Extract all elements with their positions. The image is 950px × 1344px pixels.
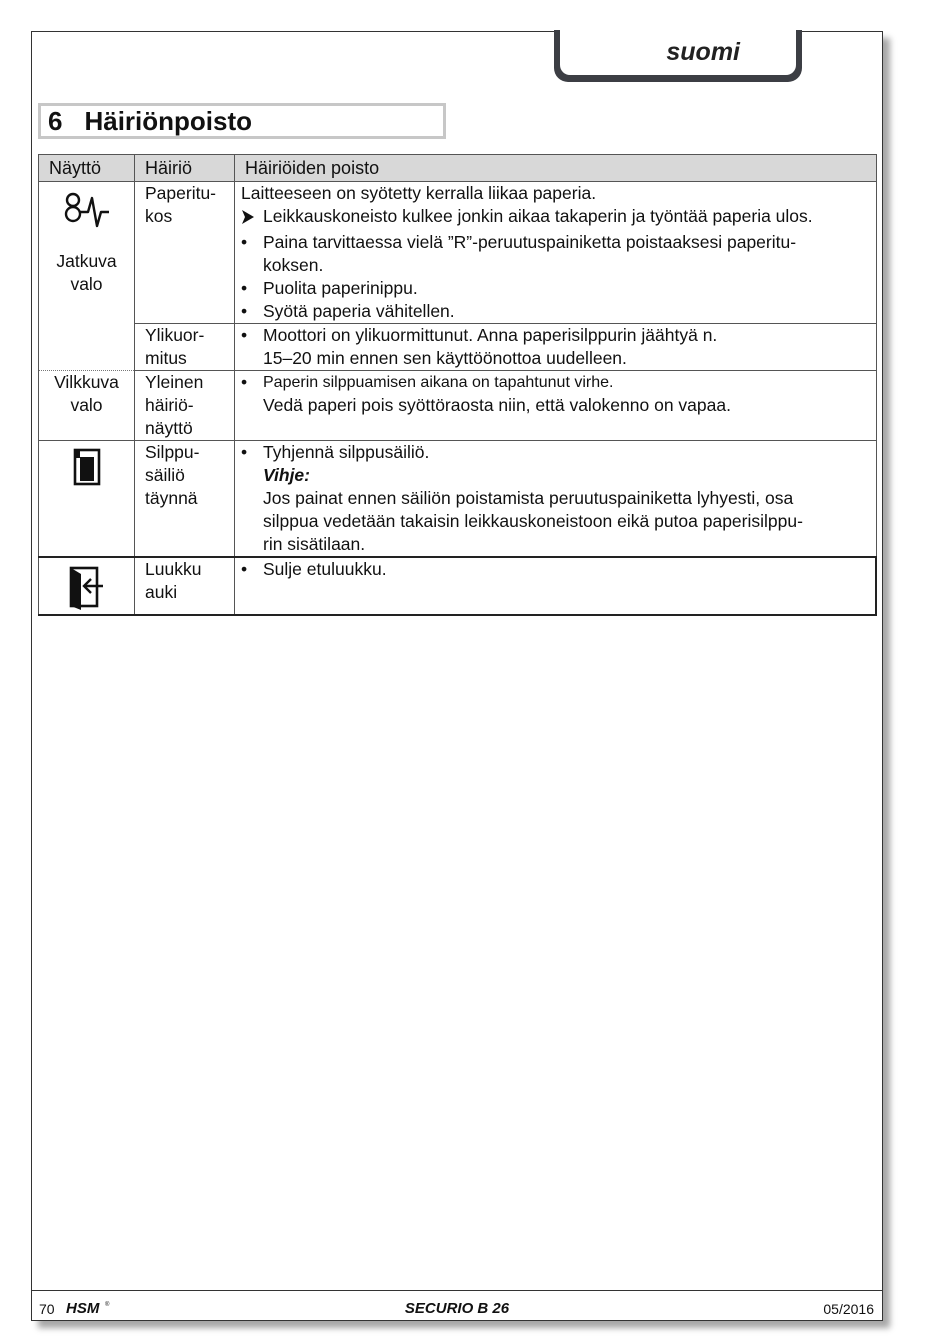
- bin-full-icon: [73, 448, 101, 486]
- language-label: suomi: [666, 38, 740, 66]
- remedy-cell: [235, 182, 877, 324]
- table-row: [39, 324, 877, 371]
- remedy-arrow-step: Leikkauskoneisto kulkee jonkin aikaa takaperin ja työntää paperia ulos.: [241, 205, 870, 231]
- table-header-row: [39, 155, 877, 182]
- chapter-heading: [38, 103, 446, 139]
- remedy-bullet: • Paperin silppuamisen aikana on tapahtunut virhe. Vedä paperi pois syöttöraosta niin, että valokenno on vapaa.: [241, 372, 731, 415]
- remedy-bullet: • Sulje etuluukku.: [241, 559, 387, 579]
- table-row: [39, 557, 877, 615]
- troubleshooting-table: [38, 154, 877, 616]
- remedy-intro: Laitteeseen on syötetty kerralla liikaa paperia.: [241, 183, 597, 203]
- manual-page: [31, 31, 883, 1321]
- display-cell: [39, 182, 135, 371]
- door-open-icon: [67, 564, 107, 610]
- display-text: Vilkkuva: [54, 372, 119, 392]
- remedy-cell: [235, 441, 877, 558]
- arrow-icon: [241, 205, 263, 231]
- header-remedy: Häiriöiden poisto: [235, 155, 877, 182]
- remedy-bullet: • Puolita paperinippu.: [241, 278, 418, 298]
- remedy-cell: [235, 371, 877, 441]
- display-cell: [39, 441, 135, 558]
- svg-text:HSM: HSM: [66, 1300, 100, 1316]
- publication-date: 05/2016: [823, 1301, 874, 1317]
- fault-cell: Paperitu- kos: [135, 182, 235, 324]
- model-name: SECURIO B 26: [404, 1300, 510, 1317]
- chapter-number: 6: [48, 105, 63, 136]
- hint-label: Vihje:: [263, 465, 310, 485]
- remedy-bullet: • Paina tarvittaessa vielä ”R”-peruutuspainiketta poistaaksesi paperitu- koksen.: [241, 232, 797, 275]
- remedy-bullet: • Moottori on ylikuormittunut. Anna paperisilppurin jäähtyä n. 15–20 min ennen sen käyttöönottoa uudelleen.: [241, 325, 718, 368]
- page-footer: [32, 1290, 882, 1323]
- display-cell: [39, 557, 135, 615]
- paper-jam-icon: [64, 190, 110, 230]
- svg-text:®: ®: [105, 1302, 110, 1308]
- page-number: 70: [39, 1301, 55, 1317]
- header-display: Näyttö: [39, 155, 135, 182]
- language-tab: [554, 30, 802, 82]
- remedy-cell: [235, 557, 877, 615]
- fault-cell: Luukku auki: [135, 557, 235, 615]
- fault-cell: Ylikuor- mitus: [135, 324, 235, 371]
- remedy-bullet: • Syötä paperia vähitellen.: [241, 301, 455, 321]
- display-cell: [39, 371, 135, 441]
- display-text: Jatkuva: [56, 251, 117, 271]
- display-text: valo: [70, 274, 103, 294]
- remedy-bullet: • Tyhjennä silppusäiliö. Vihje: Jos painat ennen säiliön poistamista peruutuspainiketta lyhyesti, osa silppua vedetään takaisin leikkauskoneistoon eikä putoa paperisilppu- rin sisätilaan.: [241, 441, 870, 556]
- fault-cell: Yleinen häiriö- näyttö: [135, 371, 235, 441]
- chapter-title: Häiriönpoisto: [84, 105, 253, 136]
- table-row: [39, 182, 877, 324]
- header-fault: Häiriö: [135, 155, 235, 182]
- table-row: [39, 371, 877, 441]
- remedy-cell: [235, 324, 877, 371]
- fault-cell: Silppu- säiliö täynnä: [135, 441, 235, 558]
- display-text: valo: [70, 395, 103, 415]
- table-row: [39, 441, 877, 558]
